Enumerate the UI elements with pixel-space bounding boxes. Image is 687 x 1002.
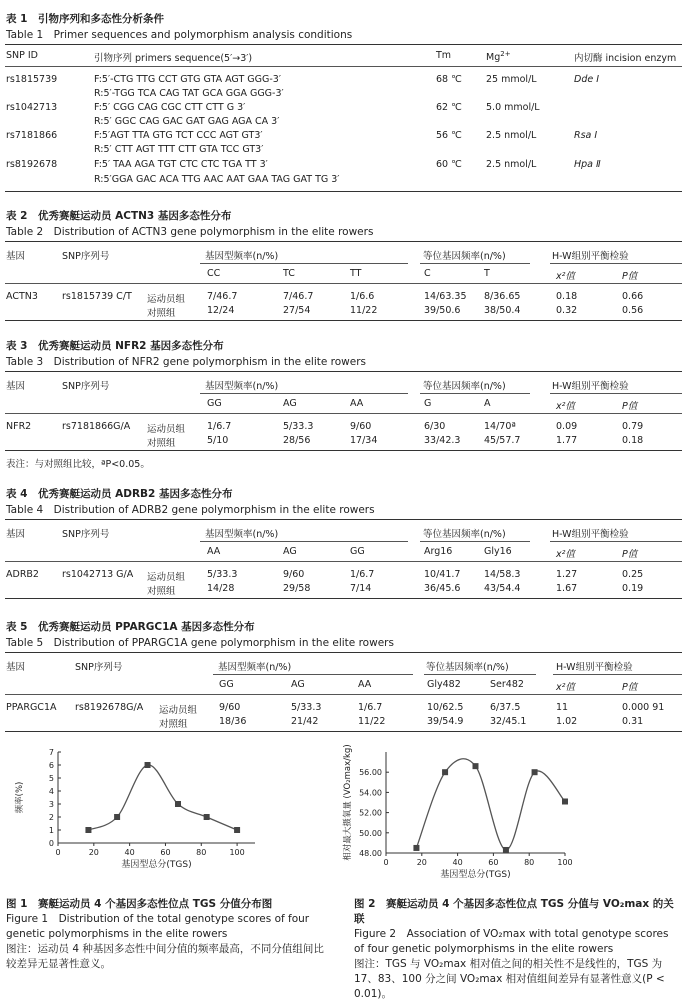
table3-header-gene: 基因 xyxy=(6,381,26,392)
table1-header-enzyme: 内切酶 incision enzym xyxy=(574,53,677,64)
y-tick-label: 3 xyxy=(48,800,54,809)
table3-sub-header: AG xyxy=(283,398,297,409)
x-tick-label: 40 xyxy=(452,858,463,867)
table4-cell: 1/6.7 xyxy=(350,569,375,580)
table3-sub-header: x²值 xyxy=(556,401,575,412)
table3-sub-header: G xyxy=(424,398,432,409)
table1-row-forward: F:5′AGT TTA GTG TCT CCC AGT GT3′ xyxy=(94,130,263,141)
table3-cell: 1/6.7 xyxy=(207,421,232,432)
series-line xyxy=(416,759,565,850)
table4-cell: 14/58.3 xyxy=(484,569,521,580)
figure1-note: 图注：运动员 4 种基因多态性中间分值的频率最高，不同分值组间比较差异无显著性意义。 xyxy=(6,943,324,970)
table3-title-en: Table 3 Distribution of NFR2 gene polymorphism in the elite rowers xyxy=(6,356,367,368)
table5-sub-header: P值 xyxy=(622,682,638,693)
table4-gene: ADRB2 xyxy=(6,569,39,580)
table4-title-en: Table 4 Distribution of ADRB2 gene polymorphism in the elite rowers xyxy=(6,504,375,516)
table3-cell: 0.79 xyxy=(622,421,644,432)
table4-header-hw: H-W组别平衡检验 xyxy=(552,529,629,540)
table5-sub-header: AA xyxy=(358,679,372,690)
table4-cell: 14/28 xyxy=(207,583,235,594)
table1-row-id: rs7181866 xyxy=(6,130,58,141)
table4-cell: 29/58 xyxy=(283,583,311,594)
table2-cell: 11/22 xyxy=(350,305,378,316)
table4-cell: 10/41.7 xyxy=(424,569,461,580)
table1-title-cn: 表 1 引物序列和多态性分析条件 xyxy=(6,13,164,25)
table3-sub-header: GG xyxy=(207,398,222,409)
table1-row-id: rs8192678 xyxy=(6,159,58,170)
table2-sub-header: TC xyxy=(283,268,295,279)
table2-sub-header: TT xyxy=(350,268,362,279)
table1-row-reverse: R:5′ CTT AGT TTT CTT GTA TCC GT3′ xyxy=(94,144,264,155)
table1-title-en: Table 1 Primer sequences and polymorphism analysis conditions xyxy=(6,29,353,41)
table3-cell: 5/10 xyxy=(207,435,229,446)
figure2-caption xyxy=(354,897,680,1002)
table1-row-tm: 68 ℃ xyxy=(436,74,462,85)
y-tick-label: 7 xyxy=(48,748,54,757)
table4-header-allele: 等位基因频率(n/%) xyxy=(423,529,506,540)
table2-cell: 39/50.6 xyxy=(424,305,461,316)
data-point xyxy=(234,827,240,833)
table1-row-forward: F:5′ TAA AGA TGT CTC CTC TGA TT 3′ xyxy=(94,159,268,170)
y-tick-label: 56.00 xyxy=(359,768,382,778)
table2-sub-header: x²值 xyxy=(556,271,575,282)
data-point xyxy=(145,762,151,768)
table5-cell: 39/54.9 xyxy=(427,716,464,727)
table5-cell: 0.31 xyxy=(622,716,644,727)
y-tick-label: 50.00 xyxy=(359,828,382,838)
table1-row-mg: 5.0 mmol/L xyxy=(486,102,540,113)
table4-sub-header: AA xyxy=(207,546,221,557)
y-axis-label: 频率(%) xyxy=(15,781,25,814)
table1-row-mg: 2.5 nmol/L xyxy=(486,130,537,141)
y-tick-label: 48.00 xyxy=(359,849,382,858)
table1-row-enzyme: Dde Ⅰ xyxy=(574,74,600,85)
table2-cell: 运动员组 xyxy=(147,294,186,305)
table4-title-cn: 表 4 优秀赛艇运动员 ADRB2 基因多态性分布 xyxy=(6,488,233,500)
table1-row-mg: 25 mmol/L xyxy=(486,74,537,85)
x-tick-label: 80 xyxy=(196,848,207,857)
table5-cell: 运动员组 xyxy=(159,705,198,716)
table3-title-cn: 表 3 优秀赛艇运动员 NFR2 基因多态性分布 xyxy=(6,340,224,352)
table3-cell: 14/70ª xyxy=(484,421,516,432)
table4-cell: 43/54.4 xyxy=(484,583,521,594)
table4-cell: 运动员组 xyxy=(147,572,186,583)
data-point xyxy=(532,769,538,775)
table4-cell: 0.25 xyxy=(622,569,644,580)
table5-sub-header: Ser482 xyxy=(490,679,524,690)
table2-header-allele: 等位基因频率(n/%) xyxy=(423,251,506,262)
table3-cell: 33/42.3 xyxy=(424,435,461,446)
x-axis-label: 基因型总分(TGS) xyxy=(121,860,192,870)
table3-header-allele: 等位基因频率(n/%) xyxy=(423,381,506,392)
table4-sub-header: Arg16 xyxy=(424,546,453,557)
table1-header-tm: Tm xyxy=(436,50,452,61)
table5-cell: 32/45.1 xyxy=(490,716,527,727)
table4-cell: 9/60 xyxy=(283,569,305,580)
table5-cell: 1/6.7 xyxy=(358,702,383,713)
table5-sub-header: AG xyxy=(291,679,305,690)
table5-sub-header: Gly482 xyxy=(427,679,461,690)
table3-cell: 6/30 xyxy=(424,421,446,432)
x-axis-label: 基因型总分(TGS) xyxy=(440,870,511,880)
table4-cell: 5/33.3 xyxy=(207,569,238,580)
table3-cell: 1.77 xyxy=(556,435,578,446)
x-tick-label: 100 xyxy=(229,848,245,857)
table3-header-hw: H-W组别平衡检验 xyxy=(552,381,629,392)
table3-cell: 0.09 xyxy=(556,421,578,432)
figure1-caption-en: Figure 1 Distribution of the total genotype scores of four genetic polymorphisms in the elite rowers xyxy=(6,913,310,940)
table4-snp: rs1042713 G/A xyxy=(62,569,134,580)
table5-header-gene: 基因 xyxy=(6,662,26,673)
table2-cell: 对照组 xyxy=(147,308,176,319)
table2-cell: 7/46.7 xyxy=(207,291,238,302)
data-point xyxy=(442,769,448,775)
data-point xyxy=(85,827,91,833)
table3-note: 表注：与对照组比较，ªP<0.05。 xyxy=(6,459,150,470)
table5-cell: 21/42 xyxy=(291,716,319,727)
x-tick-label: 20 xyxy=(88,848,99,857)
table2-header-snp: SNP序列号 xyxy=(62,251,110,262)
table1-row-forward: F:5′ CGG CAG CGC CTT CTT G 3′ xyxy=(94,102,246,113)
table2-cell: 38/50.4 xyxy=(484,305,521,316)
table1-row-reverse: R:5′ GGC CAG GAC GAT GAG AGA CA 3′ xyxy=(94,116,280,127)
figure1-chart xyxy=(0,740,330,895)
figure2-note: 图注：TGS 与 VO₂max 相对值之间的相关性不是线性的，TGS 为 17、83、100 分之间 VO₂max 相对值组间差异有显著性意义(P < 0.01)。 xyxy=(354,958,665,1000)
table2-sub-header: C xyxy=(424,268,431,279)
table4-cell: 1.27 xyxy=(556,569,578,580)
x-tick-label: 60 xyxy=(160,848,171,857)
table1-row-tm: 60 ℃ xyxy=(436,159,462,170)
table5-header-genotype: 基因型频率(n/%) xyxy=(218,662,292,673)
table3-cell: 17/34 xyxy=(350,435,378,446)
data-point xyxy=(473,763,479,769)
data-point xyxy=(503,847,509,853)
table3-cell: 对照组 xyxy=(147,438,176,449)
table3-sub-header: P值 xyxy=(622,401,638,412)
table5-header-snp: SNP序列号 xyxy=(75,662,123,673)
table1-header-primer: 引物序列 primers sequence(5′→3′) xyxy=(94,53,253,64)
table2-gene: ACTN3 xyxy=(6,291,38,302)
table5-cell: 5/33.3 xyxy=(291,702,322,713)
series-line xyxy=(88,765,237,830)
table4-sub-header: x²值 xyxy=(556,549,575,560)
table5-title-en: Table 5 Distribution of PPARGC1A gene polymorphism in the elite rowers xyxy=(6,637,394,649)
table2-cell: 14/63.35 xyxy=(424,291,467,302)
table5-sub-header: x²值 xyxy=(556,682,575,693)
table2-cell: 12/24 xyxy=(207,305,235,316)
table4-cell: 1.67 xyxy=(556,583,578,594)
figure1-caption-cn: 图 1 赛艇运动员 4 个基因多态性位点 TGS 分值分布图 xyxy=(6,898,273,910)
table5-title-cn: 表 5 优秀赛艇运动员 PPARGC1A 基因多态性分布 xyxy=(6,621,255,633)
table3-cell: 9/60 xyxy=(350,421,372,432)
data-point xyxy=(413,845,419,851)
table3-cell: 5/33.3 xyxy=(283,421,314,432)
table4-header-genotype: 基因型频率(n/%) xyxy=(205,529,279,540)
table1-row-id: rs1815739 xyxy=(6,74,58,85)
y-tick-label: 52.00 xyxy=(359,808,382,818)
table5-snp: rs8192678G/A xyxy=(75,702,144,713)
table2-cell: 27/54 xyxy=(283,305,311,316)
data-point xyxy=(175,801,181,807)
table2-title-cn: 表 2 优秀赛艇运动员 ACTN3 基因多态性分布 xyxy=(6,210,232,222)
x-tick-label: 0 xyxy=(383,858,389,867)
table5-sub-header: GG xyxy=(219,679,234,690)
table1-row-enzyme: Rsa Ⅰ xyxy=(574,130,598,141)
table2-cell: 8/36.65 xyxy=(484,291,521,302)
table3-cell: 28/56 xyxy=(283,435,311,446)
table2-cell: 0.32 xyxy=(556,305,578,316)
table2-cell: 1/6.6 xyxy=(350,291,375,302)
table1-row-reverse: R:5′GGA GAC ACA TTG AAC AAT GAA TAG GAT TG 3′ xyxy=(94,174,340,185)
table1-header-mg: $Mg^{2+}$ xyxy=(486,50,511,64)
table5-header-allele: 等位基因频率(n/%) xyxy=(426,662,509,673)
table2-header-genotype: 基因型频率(n/%) xyxy=(205,251,279,262)
figure1-caption xyxy=(6,897,328,972)
table4-sub-header: GG xyxy=(350,546,365,557)
y-tick-label: 54.00 xyxy=(359,788,382,798)
table1-row-tm: 62 ℃ xyxy=(436,102,462,113)
table4-cell: 对照组 xyxy=(147,586,176,597)
table2-cell: 0.66 xyxy=(622,291,644,302)
table4-cell: 36/45.6 xyxy=(424,583,461,594)
x-tick-label: 0 xyxy=(55,848,61,857)
y-tick-label: 5 xyxy=(48,774,54,783)
table2-sub-header: CC xyxy=(207,268,221,279)
table3-cell: 45/57.7 xyxy=(484,435,521,446)
y-tick-label: 4 xyxy=(48,787,54,796)
y-tick-label: 2 xyxy=(48,813,54,822)
table4-sub-header: P值 xyxy=(622,549,638,560)
table1-row-reverse: R:5′-TGG TCA CAG TAT GCA GGA GGG-3′ xyxy=(94,88,284,99)
figure2-caption-en: Figure 2 Association of VO₂max with total genotype scores of four genetic polymorphisms in the elite rowers xyxy=(354,928,669,955)
y-tick-label: 1 xyxy=(48,826,54,835)
table3-sub-header: A xyxy=(484,398,491,409)
table5-cell: 11 xyxy=(556,702,569,713)
x-tick-label: 80 xyxy=(524,858,535,867)
table1-row-enzyme: Hpa Ⅱ xyxy=(574,159,601,170)
table5-cell: 6/37.5 xyxy=(490,702,521,713)
table2-sub-header: T xyxy=(484,268,490,279)
table2-snp: rs1815739 C/T xyxy=(62,291,132,302)
data-point xyxy=(204,814,210,820)
table4-sub-header: Gly16 xyxy=(484,546,512,557)
table2-cell: 0.18 xyxy=(556,291,578,302)
table1-row-id: rs1042713 xyxy=(6,102,58,113)
x-tick-label: 20 xyxy=(416,858,427,867)
table3-cell: 0.18 xyxy=(622,435,644,446)
table4-cell: 7/14 xyxy=(350,583,372,594)
table4-sub-header: AG xyxy=(283,546,297,557)
table5-cell: 1.02 xyxy=(556,716,578,727)
table3-gene: NFR2 xyxy=(6,421,32,432)
y-tick-label: 0 xyxy=(48,839,54,848)
x-tick-label: 40 xyxy=(124,848,135,857)
table5-cell: 11/22 xyxy=(358,716,386,727)
data-point xyxy=(114,814,120,820)
table3-sub-header: AA xyxy=(350,398,364,409)
table2-header-hw: H-W组别平衡检验 xyxy=(552,251,629,262)
figure2-chart xyxy=(340,740,685,895)
table2-title-en: Table 2 Distribution of ACTN3 gene polymorphism in the elite rowers xyxy=(6,226,374,238)
table1-row-mg: 2.5 nmol/L xyxy=(486,159,537,170)
table2-sub-header: P值 xyxy=(622,271,638,282)
table5-cell: 0.000 91 xyxy=(622,702,665,713)
y-axis-label: 相对最大摄氧量 (VO₂max/kg) xyxy=(343,744,353,861)
table5-cell: 18/36 xyxy=(219,716,247,727)
x-tick-label: 100 xyxy=(557,858,573,867)
x-tick-label: 60 xyxy=(488,858,499,867)
table2-header-gene: 基因 xyxy=(6,251,26,262)
table2-cell: 7/46.7 xyxy=(283,291,314,302)
table5-header-hw: H-W组别平衡检验 xyxy=(556,662,633,673)
table4-cell: 0.19 xyxy=(622,583,644,594)
table3-header-genotype: 基因型频率(n/%) xyxy=(205,381,279,392)
table2-cell: 0.56 xyxy=(622,305,644,316)
table3-cell: 运动员组 xyxy=(147,424,186,435)
table1-header-snp: SNP ID xyxy=(6,50,39,61)
table5-cell: 9/60 xyxy=(219,702,241,713)
table5-gene: PPARGC1A xyxy=(6,702,57,713)
figure2-caption-cn: 图 2 赛艇运动员 4 个基因多态性位点 TGS 分值与 VO₂max 的关联 xyxy=(354,898,674,925)
table4-header-gene: 基因 xyxy=(6,529,26,540)
table4-header-snp: SNP序列号 xyxy=(62,529,110,540)
table5-cell: 对照组 xyxy=(159,719,188,730)
data-point xyxy=(562,798,568,804)
table3-snp: rs7181866G/A xyxy=(62,421,131,432)
table5-cell: 10/62.5 xyxy=(427,702,464,713)
table1-row-forward: F:5′-CTG TTG CCT GTG GTA AGT GGG-3′ xyxy=(94,74,281,85)
table1-row-tm: 56 ℃ xyxy=(436,130,462,141)
y-tick-label: 6 xyxy=(48,761,54,770)
table3-header-snp: SNP序列号 xyxy=(62,381,110,392)
